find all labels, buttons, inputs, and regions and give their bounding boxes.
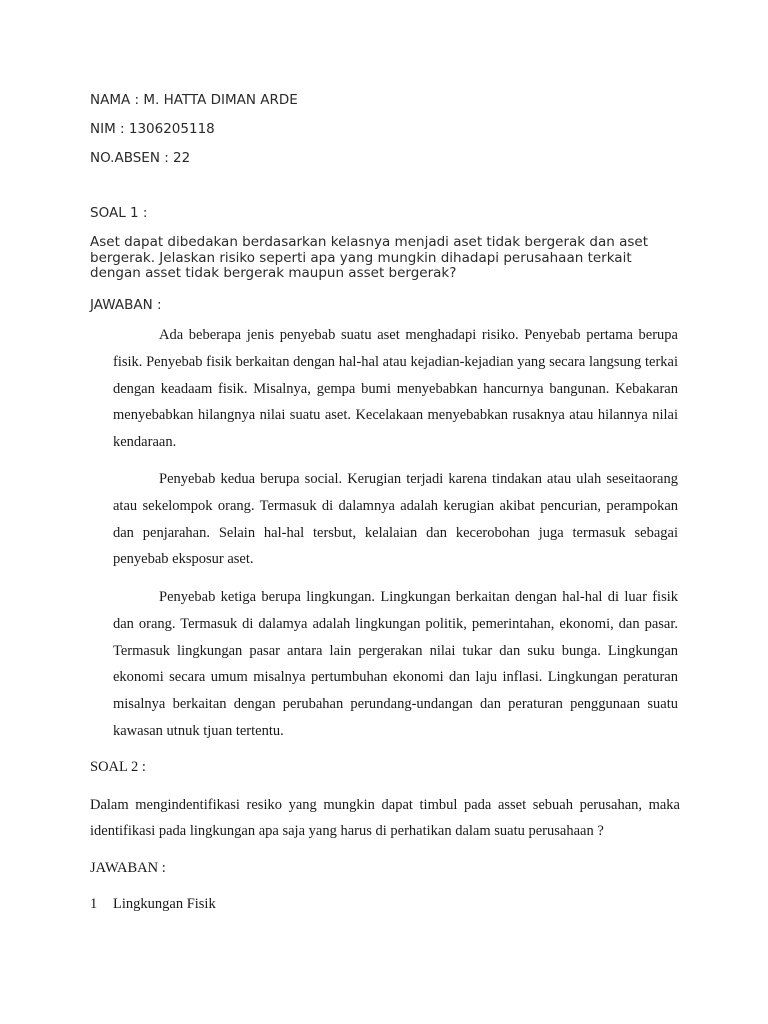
soal-2-label: SOAL 2 :: [90, 759, 146, 775]
list-item-text: Lingkungan Fisik: [113, 896, 216, 912]
soal-1-label: SOAL 1 :: [90, 205, 148, 221]
student-absen: NO.ABSEN : 22: [90, 150, 191, 166]
answer-paragraph-2: Penyebab kedua berupa social. Kerugian terjadi karena tindakan atau ulah seseitaorang atau sekelompok orang. Termasuk di dalamnya adalah kerugian akibat pencurian, perampokan dan penjarahan. Selain hal-hal tersbut, kelalaian dan kecerobohan juga termasuk sebagai penyebab eksposur aset.: [113, 471, 678, 568]
soal-2-jawaban-label: JAWABAN :: [90, 860, 166, 876]
answer-paragraph-1: Ada beberapa jenis penyebab suatu aset menghadapi risiko. Penyebab pertama berupa fisik. Penyebab fisik berkaitan dengan hal-hal atau kejadian-kejadian yang secara langsung terkai dengan keadaam fisik. Misalnya, gempa bumi menyebabkan hancurnya bangunan. Kebakaran menyebabkan hilangnya nilai suatu aset. Kecelakaan menyebabkan rusaknya atau hilannya nilai kendaraan.: [113, 327, 678, 451]
list-item-number: 1: [90, 896, 98, 912]
soal-2-question: Dalam mengindentifikasi resiko yang mungkin dapat timbul pada asset sebuah perusahan, maka identifikasi pada lingkungan apa saja yang harus di perhatikan dalam suatu perusahaan ?: [90, 797, 680, 839]
soal-1-jawaban-label: JAWABAN :: [90, 297, 162, 313]
answer-paragraph-3: Penyebab ketiga berupa lingkungan. Lingkungan berkaitan dengan hal-hal di luar fisik dan orang. Termasuk di dalamya adalah lingkungan politik, pemerintahan, ekonomi, dan pasar. Termasuk lingkungan pasar antara lain pergerakan nilai tukar dan suku bunga. Lingkungan ekonomi secara umum misalnya pertumbuhan ekonomi dan laju inflasi. Lingkungan peraturan misalnya berkaitan dengan perubahan perundang-undangan dan peraturan penggunaan suatu kawasan utnuk tjuan tertentu.: [113, 589, 678, 739]
student-name: NAMA : M. HATTA DIMAN ARDE: [90, 92, 298, 108]
soal-1-question: Aset dapat dibedakan berdasarkan kelasnya menjadi aset tidak bergerak dan aset bergerak. Jelaskan risiko seperti apa yang mungkin dihadapi perusahaan terkait dengan asset tidak bergerak maupun asset bergerak?: [90, 234, 648, 281]
student-nim: NIM : 1306205118: [90, 121, 215, 137]
